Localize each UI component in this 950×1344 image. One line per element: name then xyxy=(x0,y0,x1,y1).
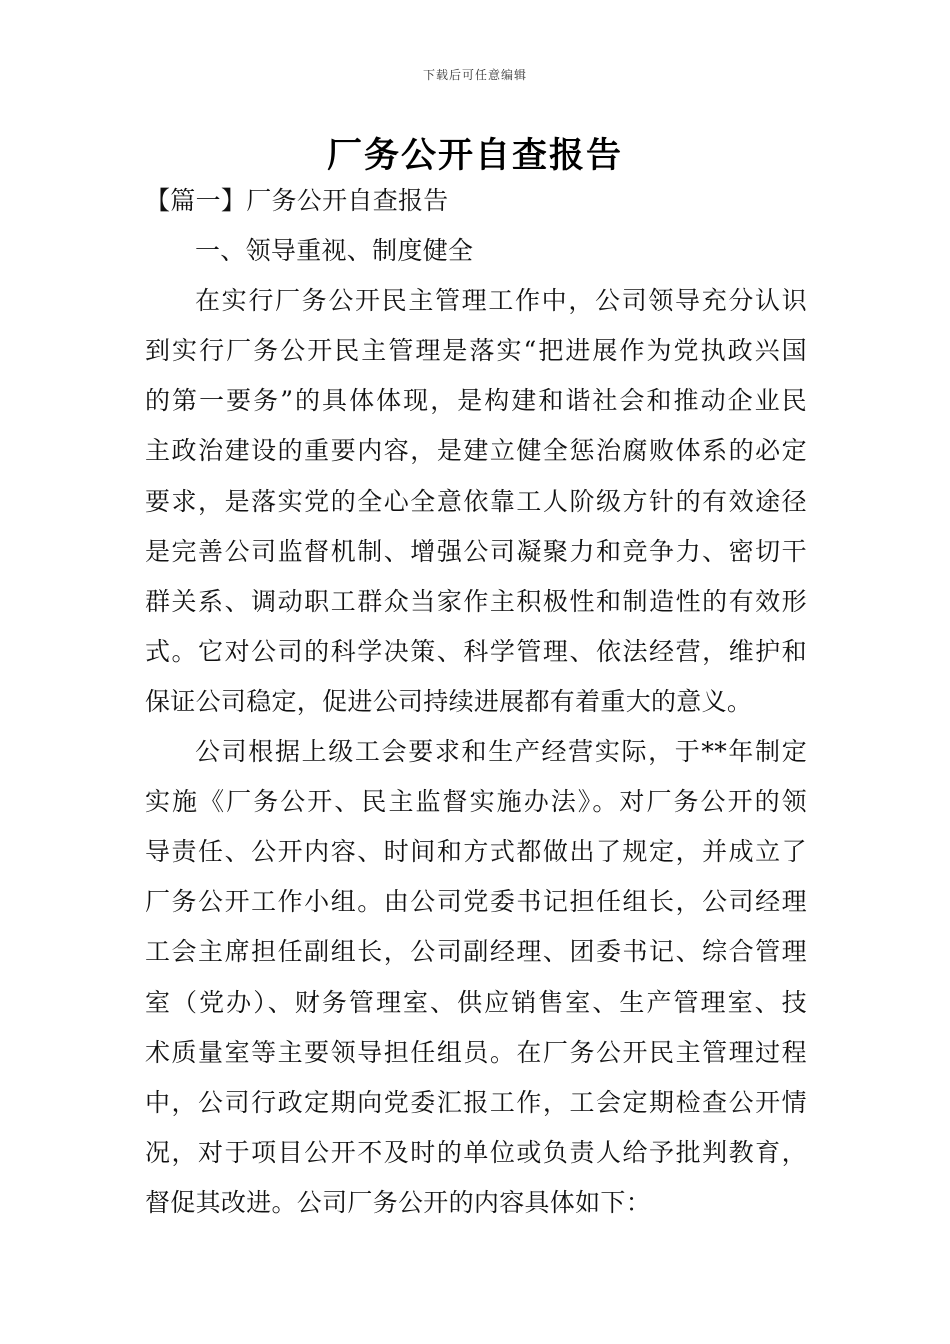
paragraph-line: 实施《厂务公开、民主监督实施办法》。对厂务公开的领 xyxy=(145,787,807,817)
header-note: 下载后可任意编辑 xyxy=(422,68,527,82)
paragraph-line: 保证公司稳定，促进公司持续进展都有着重大的意义。 xyxy=(145,686,753,716)
paragraph-line: 主政治建设的重要内容，是建立健全惩治腐败体系的必定 xyxy=(145,436,807,466)
document-title: 厂务公开自查报告 xyxy=(326,136,623,176)
paragraph-line: 室（党办）、财务管理室、供应销售室、生产管理室、技 xyxy=(145,987,807,1017)
paragraph-line: 的第一要务”的具体体现，是构建和谐社会和推动企业民 xyxy=(145,386,807,416)
paragraph-line: 导责任、公开内容、时间和方式都做出了规定，并成立了 xyxy=(145,837,807,867)
paragraph-line: 到实行厂务公开民主管理是落实“把进展作为党执政兴国 xyxy=(145,336,807,366)
document-body xyxy=(145,176,807,1228)
paragraph-line: 式。它对公司的科学决策、科学管理、依法经营，维护和 xyxy=(145,636,807,666)
paragraph-line: 中，公司行政定期向党委汇报工作，工会定期检查公开情 xyxy=(145,1087,807,1117)
paragraph-line: 厂务公开工作小组。由公司党委书记担任组长，公司经理 xyxy=(145,887,807,917)
paragraph-line: 要求，是落实党的全心全意依靠工人阶级方针的有效途径 xyxy=(145,486,807,516)
paragraph-line: 群关系、调动职工群众当家作主积极性和制造性的有效形 xyxy=(145,586,807,616)
paragraph-line: 况，对于项目公开不及时的单位或负责人给予批判教育， xyxy=(145,1137,807,1167)
section-heading: 【篇一】厂务公开自查报告 xyxy=(145,186,449,215)
paragraph-line: 在实行厂务公开民主管理工作中，公司领导充分认识 xyxy=(195,286,807,316)
paragraph-line: 工会主席担任副组长，公司副经理、团委书记、综合管理 xyxy=(145,937,807,967)
paragraph-line: 公司根据上级工会要求和生产经营实际，于**年制定 xyxy=(195,737,807,767)
subheading: 一、领导重视、制度健全 xyxy=(195,236,474,266)
paragraph-line: 是完善公司监督机制、增强公司凝聚力和竞争力、密切干 xyxy=(145,536,807,566)
paragraph-line: 术质量室等主要领导担任组员。在厂务公开民主管理过程 xyxy=(145,1037,807,1067)
paragraph-2 xyxy=(145,727,807,1228)
paragraph-line: 督促其改进。公司厂务公开的内容具体如下： xyxy=(145,1187,652,1217)
paragraph-1 xyxy=(145,276,807,727)
